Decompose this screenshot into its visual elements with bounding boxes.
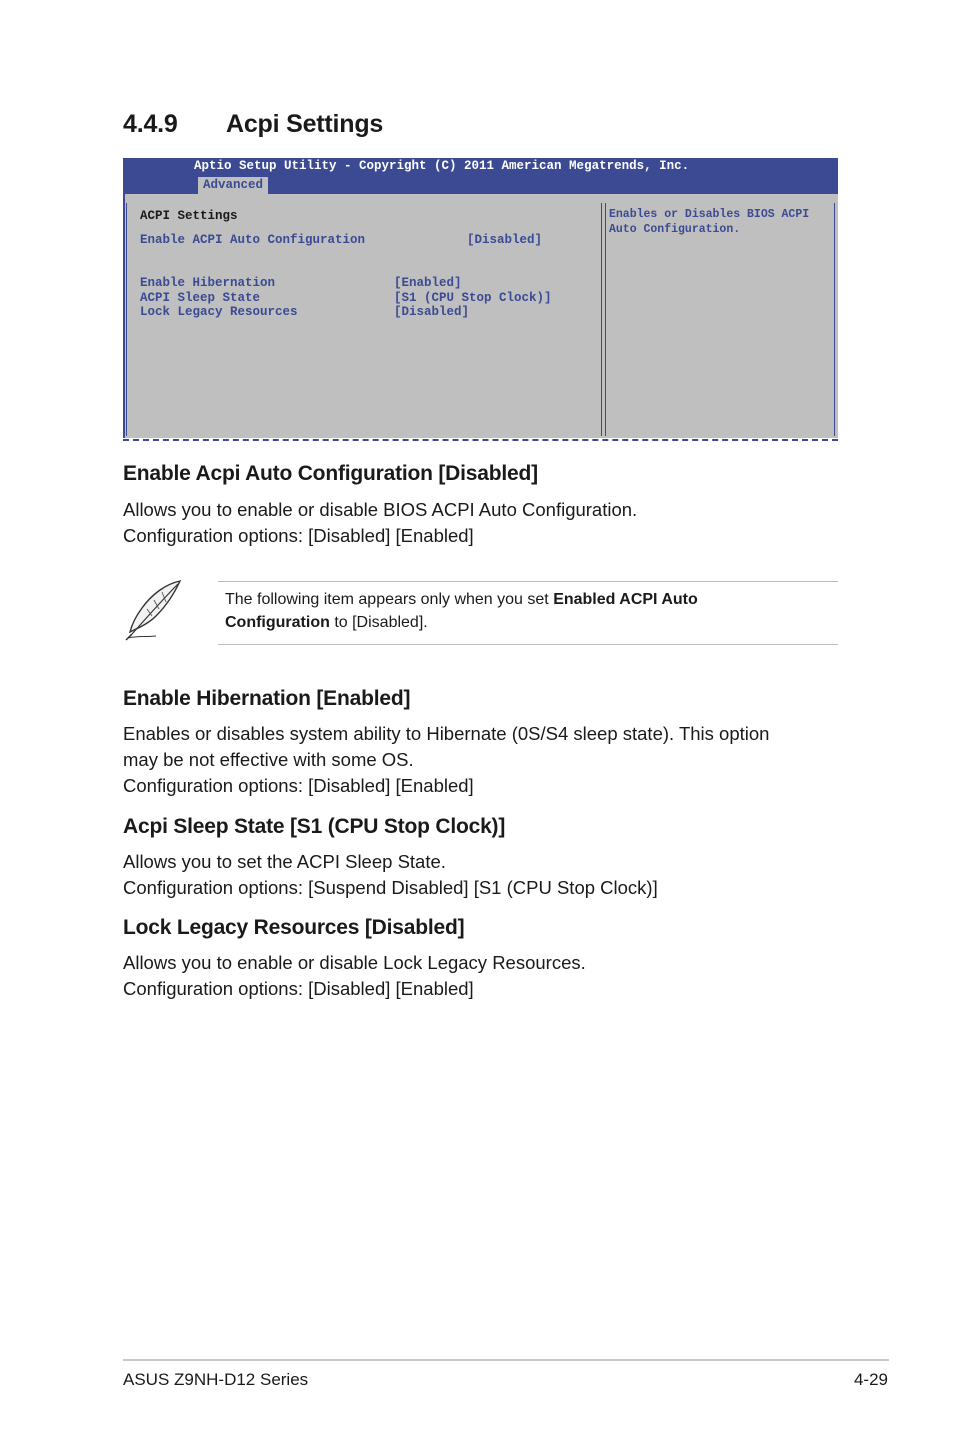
text-acpi-auto-config-2: Configuration options: [Disabled] [Enabled] <box>123 525 474 546</box>
text-sleep-state-2: Configuration options: [Suspend Disabled] [S1 (CPU Stop Clock)] <box>123 877 658 898</box>
note-text-part-1: The following item appears only when you set <box>225 591 554 608</box>
text-lock-legacy-2: Configuration options: [Disabled] [Enabled] <box>123 978 474 999</box>
note-text-part-2: to [Disabled]. <box>329 614 428 631</box>
bios-screen-title: ACPI Settings <box>140 209 238 223</box>
note-top-rule <box>218 581 838 582</box>
note-text <box>225 588 825 634</box>
bios-screenshot <box>123 158 838 444</box>
heading-sleep-state: Acpi Sleep State [S1 (CPU Stop Clock)] <box>123 815 506 838</box>
footer-page-number: 4-29 <box>853 1370 888 1389</box>
text-lock-legacy-1: Allows you to enable or disable Lock Legacy Resources. <box>123 952 586 973</box>
bios-item-hibernation-label[interactable]: Enable Hibernation <box>140 276 276 290</box>
bios-header <box>123 158 838 194</box>
bios-main-panel <box>126 203 602 436</box>
text-hibernation-2: may be not effective with some OS. <box>123 749 414 770</box>
heading-acpi-auto-config: Enable Acpi Auto Configuration [Disabled] <box>123 462 538 485</box>
footer-rule <box>123 1359 889 1361</box>
bios-dashed-divider <box>123 439 838 441</box>
text-acpi-auto-config-1: Allows you to enable or disable BIOS ACPI Auto Configuration. <box>123 499 638 520</box>
bios-item-lock-legacy-value[interactable]: [Disabled] <box>394 305 470 319</box>
text-sleep-state-1: Allows you to set the ACPI Sleep State. <box>123 851 446 872</box>
heading-hibernation: Enable Hibernation [Enabled] <box>123 687 411 710</box>
note-bold-1: Enabled ACPI Auto <box>553 591 698 608</box>
text-hibernation-3: Configuration options: [Disabled] [Enabled] <box>123 775 474 796</box>
bios-item-acpi-auto-config-value[interactable]: [Disabled] <box>467 233 543 247</box>
bios-item-hibernation-value[interactable]: [Enabled] <box>394 276 462 290</box>
section-title-text: Acpi Settings <box>226 110 384 138</box>
bios-copyright: Aptio Setup Utility - Copyright (C) 2011 American Megatrends, Inc. <box>194 159 690 173</box>
bios-item-acpi-auto-config-label[interactable]: Enable ACPI Auto Configuration <box>140 233 366 247</box>
note-bold-2: Configuration <box>225 614 330 631</box>
bios-item-sleep-state-value[interactable]: [S1 (CPU Stop Clock)] <box>394 291 552 305</box>
text-hibernation-1: Enables or disables system ability to Hibernate (0S/S4 sleep state). This option <box>123 723 770 744</box>
bios-tab-advanced[interactable]: Advanced <box>198 177 268 194</box>
feather-pen-icon <box>122 578 186 642</box>
bios-item-sleep-state-label[interactable]: ACPI Sleep State <box>140 291 261 305</box>
section-title <box>123 110 383 139</box>
heading-lock-legacy: Lock Legacy Resources [Disabled] <box>123 916 465 939</box>
bios-body <box>123 194 838 438</box>
footer-product: ASUS Z9NH-D12 Series <box>123 1370 309 1389</box>
bios-item-lock-legacy-label[interactable]: Lock Legacy Resources <box>140 305 298 319</box>
bios-help-panel: Enables or Disables BIOS ACPI Auto Configuration. <box>605 203 835 436</box>
section-number: 4.4.9 <box>123 110 178 138</box>
note-bottom-rule <box>218 644 838 645</box>
